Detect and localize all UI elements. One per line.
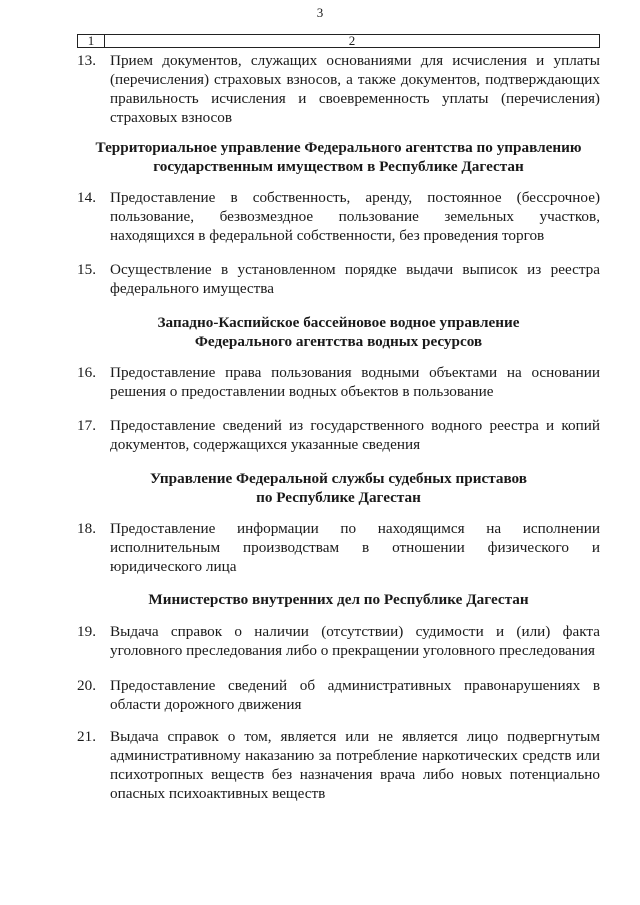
section-heading-rosimushchestvo <box>77 138 600 176</box>
list-item-13 <box>77 51 600 127</box>
list-item-17 <box>77 416 600 454</box>
item-text: Предоставление информации по находящимся на исполнении исполнительным производствам в отношении физического и юридического лица <box>110 520 600 575</box>
section-heading-water-authority <box>77 313 600 351</box>
item-text: Выдача справок о том, является или не является лицо подвергнутым административному наказанию за потребление наркотических средств или психотропных веществ без назначения врача либо новых потенциально опасных психоактивных веществ <box>110 728 600 802</box>
item-text: Осуществление в установленном порядке выдачи выписок из реестра федерального имущества <box>110 261 600 297</box>
list-item-21 <box>77 727 600 803</box>
table-header-col-2: 2 <box>348 33 356 48</box>
item-text: Прием документов, служащих основаниями для исчисления и уплаты (перечисления) страховых взносов, а также документов, подтверждающих правильность исчисления и своевременность уплаты (перечисления) страховых взносов <box>110 52 600 126</box>
item-text: Выдача справок о наличии (отсутствии) судимости и (или) факта уголовного преследования либо о прекращении уголовного преследования <box>110 623 600 659</box>
section-heading-line-1: Западно-Каспийское бассейновое водное управление <box>157 314 520 331</box>
section-heading-bailiffs <box>77 469 600 507</box>
item-text: Предоставление сведений из государственного водного реестра и копий документов, содержащихся указанные сведения <box>110 417 600 453</box>
item-number: 13. <box>77 52 96 69</box>
section-heading-line-2: по Республике Дагестан <box>256 489 421 506</box>
list-item-16 <box>77 363 600 401</box>
item-number: 21. <box>77 728 96 745</box>
section-heading-line-1: Управление Федеральной службы судебных приставов <box>150 470 527 487</box>
page-number: 3 <box>316 5 324 20</box>
table-header-row <box>77 34 600 48</box>
item-text: Предоставление права пользования водными объектами на основании решения о предоставлении водных объектов в пользование <box>110 364 600 400</box>
list-item-14 <box>77 188 600 245</box>
section-heading-line-2: государственным имуществом в Республике Дагестан <box>153 158 524 175</box>
section-heading-line-2: Федерального агентства водных ресурсов <box>194 333 483 350</box>
list-item-18 <box>77 519 600 576</box>
list-item-19 <box>77 622 600 660</box>
item-number: 16. <box>77 364 96 381</box>
section-heading-interior-ministry <box>77 590 600 609</box>
list-item-20 <box>77 676 600 714</box>
item-number: 19. <box>77 623 96 640</box>
item-number: 17. <box>77 417 96 434</box>
table-header-col-1: 1 <box>78 35 105 47</box>
item-text: Предоставление сведений об административных правонарушениях в области дорожного движения <box>110 677 600 713</box>
item-number: 20. <box>77 677 96 694</box>
list-item-15 <box>77 260 600 298</box>
item-number: 18. <box>77 520 96 537</box>
section-heading-line-1: Территориальное управление Федерального агентства по управлению <box>95 139 582 156</box>
item-text: Предоставление в собственность, аренду, постоянное (бессрочное) пользование, безвозмездное пользование земельных участков, находящихся в федеральной собственности, без проведения торгов <box>110 189 600 244</box>
section-heading-line-1: Министерство внутренних дел по Республике Дагестан <box>148 591 529 608</box>
item-number: 14. <box>77 189 96 206</box>
item-number: 15. <box>77 261 96 278</box>
